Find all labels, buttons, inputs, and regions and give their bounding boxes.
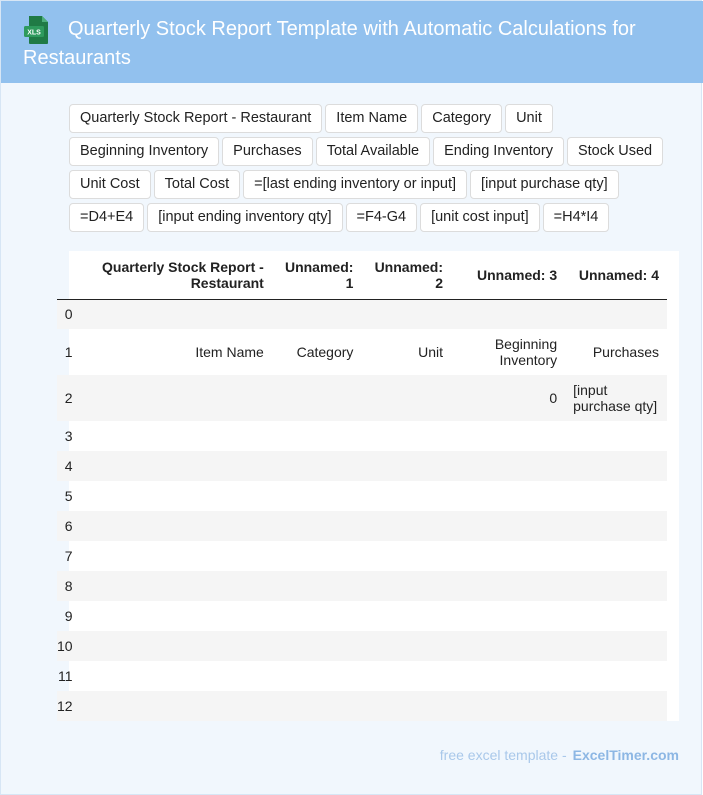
column-chip[interactable]: [input ending inventory qty] xyxy=(147,203,342,232)
column-chip[interactable]: =D4+E4 xyxy=(69,203,144,232)
table-cell[interactable] xyxy=(361,571,451,601)
table-row xyxy=(57,375,667,421)
row-index: 8 xyxy=(57,571,79,601)
column-header: Unnamed: 3 xyxy=(451,251,565,299)
table-cell[interactable] xyxy=(565,661,667,691)
table-row xyxy=(57,691,667,721)
table-row xyxy=(57,329,667,375)
column-chip[interactable]: Quarterly Stock Report - Restaurant xyxy=(69,104,322,133)
table-cell[interactable] xyxy=(272,511,362,541)
column-chip[interactable]: Beginning Inventory xyxy=(69,137,219,166)
column-chip-list xyxy=(69,104,679,232)
data-table-container[interactable] xyxy=(57,251,679,721)
table-cell[interactable] xyxy=(451,691,565,721)
table-cell[interactable] xyxy=(451,511,565,541)
table-cell[interactable] xyxy=(79,541,272,571)
footer-prefix: free excel template - xyxy=(439,747,567,763)
table-cell[interactable] xyxy=(451,421,565,451)
row-index: 7 xyxy=(64,548,73,564)
table-cell[interactable] xyxy=(565,481,667,511)
table-cell[interactable] xyxy=(565,601,667,631)
row-index: 11 xyxy=(58,668,73,684)
table-cell[interactable] xyxy=(565,691,667,721)
column-header: Quarterly Stock Report - Restaurant xyxy=(79,251,272,299)
column-header xyxy=(57,251,79,299)
table-cell[interactable]: Category xyxy=(296,344,354,360)
excel-file-icon xyxy=(23,15,49,45)
table-cell[interactable]: [input purchase qty] xyxy=(565,375,667,421)
table-cell[interactable] xyxy=(272,299,362,329)
table-cell[interactable] xyxy=(272,421,362,451)
table-cell[interactable] xyxy=(79,511,272,541)
column-chip[interactable]: =F4-G4 xyxy=(346,203,418,232)
table-cell[interactable] xyxy=(79,375,272,421)
row-index: 5 xyxy=(64,488,73,504)
table-header-row xyxy=(57,251,667,299)
table-cell[interactable] xyxy=(451,631,565,661)
table-cell[interactable] xyxy=(451,571,565,601)
column-chip[interactable]: Total Cost xyxy=(154,170,240,199)
table-cell[interactable] xyxy=(79,631,272,661)
row-index: 3 xyxy=(64,428,73,444)
row-index: 12 xyxy=(57,691,79,721)
table-cell[interactable] xyxy=(79,451,272,481)
table-cell[interactable] xyxy=(451,601,565,631)
table-cell[interactable] xyxy=(272,571,362,601)
table-cell[interactable] xyxy=(565,631,667,661)
table-row xyxy=(57,299,667,329)
table-cell[interactable] xyxy=(451,541,565,571)
table-cell[interactable] xyxy=(361,451,451,481)
table-cell[interactable] xyxy=(361,691,451,721)
xls-icon-label: XLS xyxy=(27,29,41,37)
table-cell[interactable] xyxy=(361,511,451,541)
table-cell[interactable] xyxy=(451,661,565,691)
table-cell[interactable] xyxy=(361,661,451,691)
table-cell[interactable] xyxy=(361,299,451,329)
page-title: Quarterly Stock Report Template with Automatic Calculations for Restaurants xyxy=(23,18,636,69)
table-row xyxy=(57,511,667,541)
table-cell[interactable] xyxy=(565,511,667,541)
table-row xyxy=(57,601,667,631)
table-cell[interactable] xyxy=(79,601,272,631)
column-header: Unnamed: 4 xyxy=(565,251,667,299)
table-cell[interactable]: Beginning Inventory xyxy=(494,336,558,368)
table-cell[interactable] xyxy=(272,451,362,481)
table-cell[interactable] xyxy=(565,451,667,481)
table-row xyxy=(57,421,667,451)
table-cell[interactable]: Unit xyxy=(418,344,444,360)
table-cell[interactable] xyxy=(361,601,451,631)
table-cell[interactable] xyxy=(272,481,362,511)
column-chip[interactable]: Unit xyxy=(505,104,553,133)
table-cell[interactable] xyxy=(79,661,272,691)
column-chip[interactable]: [unit cost input] xyxy=(420,203,540,232)
table-row xyxy=(57,571,667,601)
row-index: 10 xyxy=(57,631,79,661)
table-cell[interactable] xyxy=(272,691,362,721)
column-chip[interactable]: Category xyxy=(421,104,502,133)
column-chip[interactable]: Unit Cost xyxy=(69,170,151,199)
table-cell[interactable] xyxy=(361,631,451,661)
column-chip[interactable]: [input purchase qty] xyxy=(470,170,619,199)
table-cell[interactable] xyxy=(361,375,451,421)
table-row xyxy=(57,541,667,571)
table-cell[interactable] xyxy=(79,691,272,721)
footer-credit xyxy=(440,747,679,763)
column-chip[interactable]: =H4*I4 xyxy=(543,203,610,232)
row-index: 2 xyxy=(57,375,79,421)
table-cell[interactable] xyxy=(565,571,667,601)
table-cell[interactable] xyxy=(451,481,565,511)
column-chip[interactable]: Purchases xyxy=(222,137,313,166)
table-cell[interactable] xyxy=(79,421,272,451)
table-cell[interactable] xyxy=(272,375,362,421)
table-row xyxy=(57,451,667,481)
table-row xyxy=(57,631,667,661)
column-chip[interactable]: =[last ending inventory or input] xyxy=(243,170,467,199)
row-index: 0 xyxy=(57,299,79,329)
column-header: Unnamed: 2 xyxy=(361,251,451,299)
table-cell[interactable] xyxy=(361,421,451,451)
table-cell[interactable] xyxy=(79,481,272,511)
table-cell[interactable] xyxy=(272,661,362,691)
row-index: 1 xyxy=(64,344,73,360)
table-cell[interactable] xyxy=(79,299,272,329)
table-cell[interactable] xyxy=(451,299,565,329)
column-header: Unnamed: 1 xyxy=(272,251,362,299)
data-table xyxy=(57,251,667,721)
table-cell[interactable] xyxy=(451,451,565,481)
column-chip[interactable]: Stock Used xyxy=(567,137,663,166)
table-cell[interactable] xyxy=(272,631,362,661)
column-chip[interactable]: Item Name xyxy=(325,104,418,133)
table-cell[interactable]: Item Name xyxy=(195,344,264,360)
table-row xyxy=(57,481,667,511)
table-cell[interactable]: Purchases xyxy=(592,344,659,360)
table-cell[interactable] xyxy=(361,541,451,571)
column-chip[interactable]: Total Available xyxy=(316,137,430,166)
table-cell[interactable] xyxy=(565,541,667,571)
row-index: 9 xyxy=(64,608,73,624)
table-cell[interactable] xyxy=(79,571,272,601)
table-cell[interactable] xyxy=(272,541,362,571)
row-index: 6 xyxy=(57,511,79,541)
header-bar xyxy=(1,1,703,83)
table-cell[interactable] xyxy=(565,421,667,451)
footer-brand-link[interactable]: ExcelTimer.com xyxy=(572,747,679,763)
table-row xyxy=(57,661,667,691)
table-cell[interactable] xyxy=(565,299,667,329)
table-cell[interactable] xyxy=(361,481,451,511)
row-index: 4 xyxy=(57,451,79,481)
table-cell[interactable] xyxy=(272,601,362,631)
column-chip[interactable]: Ending Inventory xyxy=(433,137,564,166)
table-cell[interactable]: 0 xyxy=(451,375,565,421)
